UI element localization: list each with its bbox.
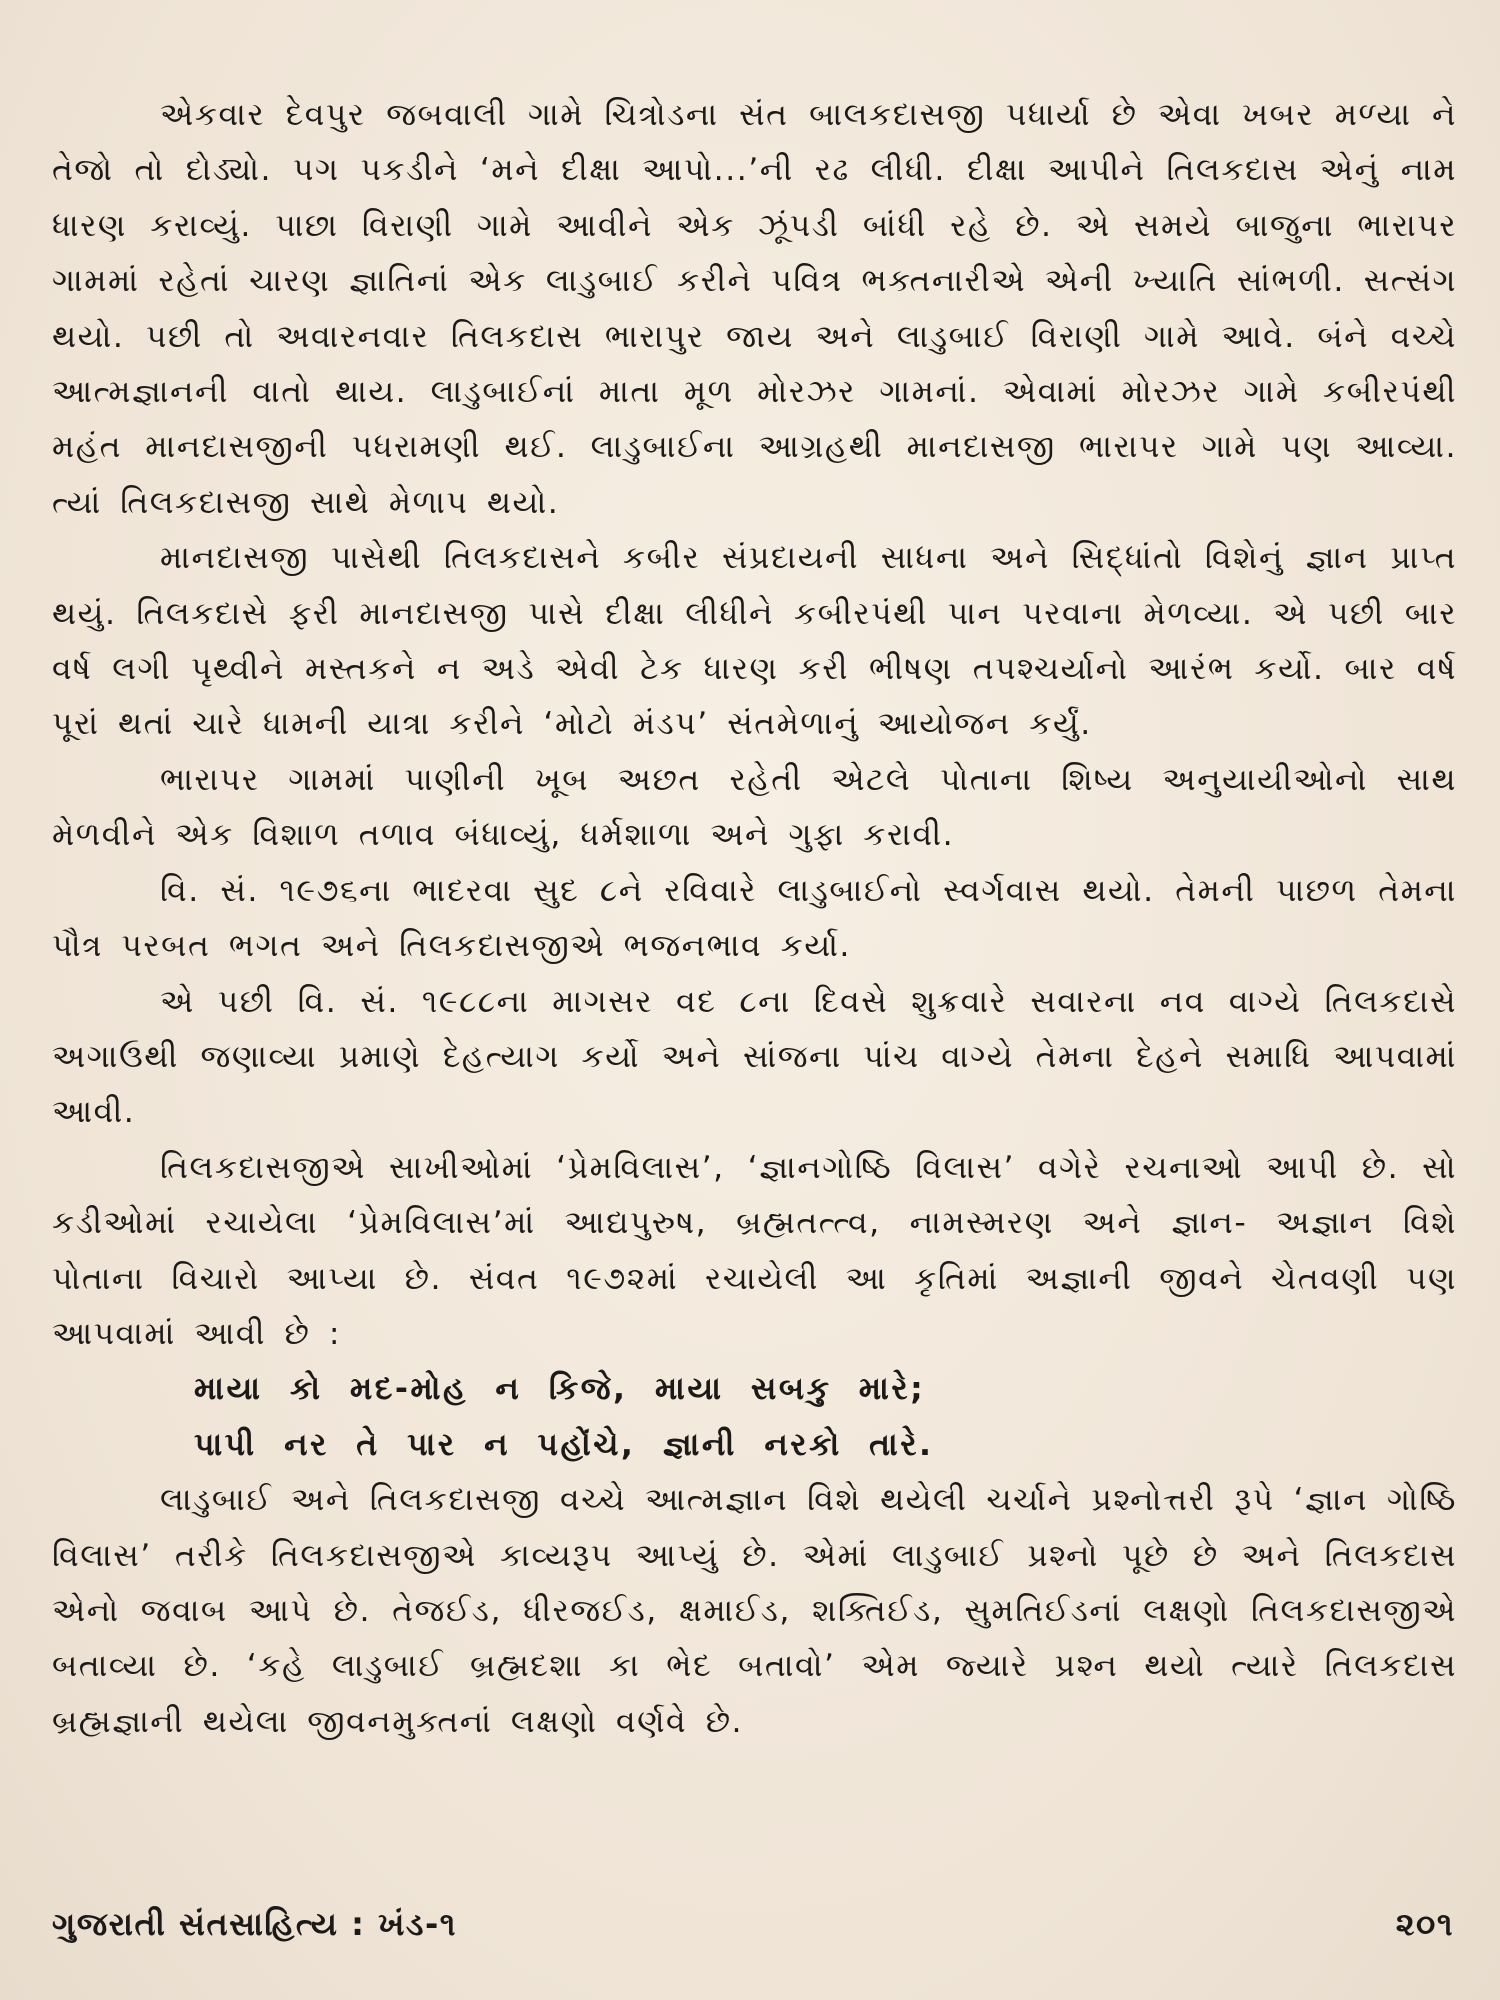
paragraph: વિ. સં. ૧૯૭૬ના ભાદરવા સુદ ૮ને રવિવારે લાડુબાઈનો સ્વર્ગવાસ થયો. તેમની પાછળ તેમના પૌત્ર પરબત ભગત અને તિલકદાસજીએ ભજનભાવ કર્યા. — [52, 872, 1457, 965]
paragraph: લાડુબાઈ અને તિલકદાસજી વચ્ચે આત્મજ્ઞાન વિશે થયેલી ચર્ચાને પ્રશ્નોત્તરી રૂપે ‘જ્ઞાન ગોષ્ઠિ વિલાસ’ તરીકે તિલકદાસજીએ કાવ્યરૂપ આપ્યું છે. એમાં લાડુબાઈ પ્રશ્નો પૂછે છે અને તિલકદાસ એનો જવાબ આપે છે. તેજઈડ, ધીરજઈડ, ક્ષમાઈડ, શક્તિઈડ, સુમતિઈડનાં લક્ષણો તિલકદાસજીએ બતાવ્યા છે. ‘કહે લાડુબાઈ બ્રહ્મદશા કા ભેદ બતાવો’ એમ જ્યારે પ્રશ્ન થયો ત્યારે તિલકદાસ બ્રહ્મજ્ઞાની થયેલા જીવનમુક્તનાં લક્ષણો વર્ણવે છે. — [52, 1482, 1457, 1740]
page-number: ૨૦૧ — [1395, 1905, 1454, 1943]
verse-line: પાપી નર તે પાર ન પહોંચે, જ્ઞાની નરકો તારે. — [194, 1426, 934, 1463]
paragraph: માનદાસજી પાસેથી તિલકદાસને કબીર સંપ્રદાયની સાધના અને સિદ્ધાંતો વિશેનું જ્ઞાન પ્રાપ્ત થયું. તિલકદાસે ફરી માનદાસજી પાસે દીક્ષા લીધીને કબીરપંથી પાન પરવાના મેળવ્યા. એ પછી બાર વર્ષ લગી પૃથ્વીને મસ્તકને ન અડે એવી ટેક ધારણ કરી ભીષણ તપશ્ચર્યાનો આરંભ કર્યો. બાર વર્ષ પૂરાં થતાં ચારે ધામની યાત્રા કરીને ‘મોટો મંડપ’ સંતમેળાનું આયોજન કર્યું. — [52, 540, 1457, 743]
paragraph: ભારાપર ગામમાં પાણીની ખૂબ અછત રહેતી એટલે પોતાના શિષ્ય અનુયાયીઓનો સાથ મેળવીને એક વિશાળ તળાવ બંધાવ્યું, ધર્મશાળા અને ગુફા કરાવી. — [52, 761, 1457, 854]
paragraph: એ પછી વિ. સં. ૧૯૮૮ના માગસર વદ ૮ના દિવસે શુક્રવારે સવારના નવ વાગ્યે તિલકદાસે અગાઉથી જણાવ્યા પ્રમાણે દેહત્યાગ કર્યો અને સાંજના પાંચ વાગ્યે તેમના દેહને સમાધિ આપવામાં આવી. — [52, 983, 1457, 1131]
verse-block — [52, 1362, 1457, 1473]
paragraph: એકવાર દેવપુર જબવાલી ગામે ચિત્રોડના સંત બાલકદાસજી પધાર્યા છે એવા ખબર મળ્યા ને તેજો તો દોડ્યો. પગ પકડીને ‘મને દીક્ષા આપો...’ની રઢ લીધી. દીક્ષા આપીને તિલકદાસ એનું નામ ધારણ કરાવ્યું. પાછા વિરાણી ગામે આવીને એક ઝૂંપડી બાંધી રહે છે. એ સમયે બાજુના ભારાપર ગામમાં રહેતાં ચારણ જ્ઞાતિનાં એક લાડુબાઈ કરીને પવિત્ર ભક્તનારીએ એની ખ્યાતિ સાંભળી. સત્સંગ થયો. પછી તો અવારનવાર તિલકદાસ ભારાપુર જાય અને લાડુબાઈ વિરાણી ગામે આવે. બંને વચ્ચે આત્મજ્ઞાનની વાતો થાય. લાડુબાઈનાં માતા મૂળ મોરઝર ગામનાં. એવામાં મોરઝર ગામે કબીરપંથી મહંત માનદાસજીની પધરામણી થઈ. લાડુબાઈના આગ્રહથી માનદાસજી ભારાપર ગામે પણ આવ્યા. ત્યાં તિલકદાસજી સાથે મેળાપ થયો. — [52, 97, 1457, 521]
paragraph: તિલકદાસજીએ સાખીઓમાં ‘પ્રેમવિલાસ’, ‘જ્ઞાનગોષ્ઠિ વિલાસ’ વગેરે રચનાઓ આપી છે. સો કડીઓમાં રચાયેલા ‘પ્રેમવિલાસ’માં આદ્યપુરુષ, બ્રહ્મતત્ત્વ, નામસ્મરણ અને જ્ઞાન- અજ્ઞાન વિશે પોતાના વિચારો આપ્યા છે. સંવત ૧૯૭૨માં રચાયેલી આ કૃતિમાં અજ્ઞાની જીવને ચેતવણી પણ આપવામાં આવી છે : — [52, 1149, 1457, 1352]
page-footer — [52, 1905, 1454, 1944]
page-body — [52, 88, 1457, 1750]
verse-line: માયા કો મદ-મોહ ન કિજે, માયા સબકુ મારે; — [194, 1371, 926, 1408]
book-title: ગુજરાતી સંતસાહિત્ય : ખંડ-૧ — [52, 1905, 457, 1943]
